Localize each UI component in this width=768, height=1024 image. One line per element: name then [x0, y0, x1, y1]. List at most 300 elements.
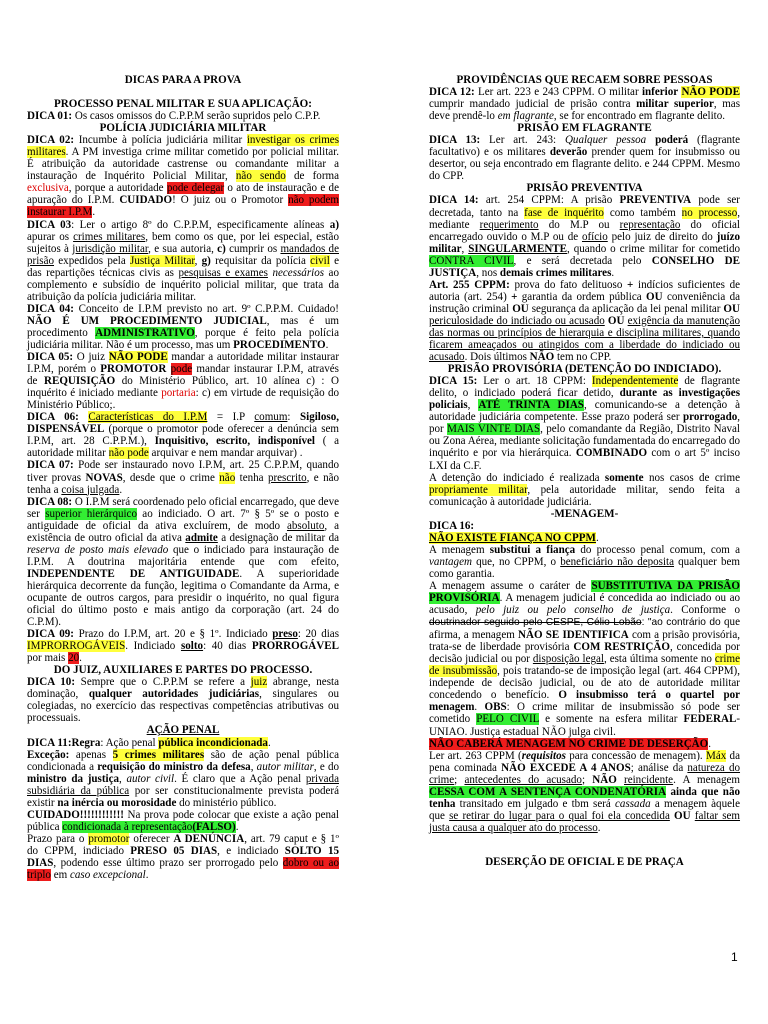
- text-run: , podendo esse último prazo ser prorrogado pelo: [53, 857, 283, 869]
- text-run: [166, 363, 170, 375]
- text-run: A DENÚNCIA: [173, 832, 245, 845]
- text-run: apurar os: [27, 230, 74, 243]
- text-run: DICA 06:: [27, 411, 79, 424]
- text-run: OU: [607, 314, 625, 327]
- text-run: pode: [170, 363, 193, 376]
- text-run: fase de inquérito: [524, 206, 604, 219]
- text-run: OU: [646, 290, 663, 303]
- text-run: (FALSO): [192, 820, 236, 833]
- text-run: requisição do ministro da defesa: [97, 760, 251, 773]
- text-run: Qualquer pessoa: [564, 134, 647, 147]
- text-run: PROCEDIMENTO: [233, 338, 326, 351]
- text-run: DICA 10:: [27, 676, 76, 689]
- text-run: ! O juiz ou o Promotor: [172, 194, 289, 207]
- text-run: 5 crimes militares: [112, 748, 205, 761]
- text-run: : Ação penal: [100, 736, 159, 749]
- paragraph: [429, 472, 740, 508]
- section-heading: [429, 122, 740, 134]
- text-run: prender quem for insubmisso ou desertor, ou seja encontrado em flagrante delito. e 244 CPPM. Mesmo do CPP.: [429, 146, 740, 183]
- text-run: ; análise da: [630, 761, 688, 774]
- text-run: , mas é um procedimento: [27, 314, 339, 339]
- text-run: de flagrante delito, o indiciado poderá ficar detido,: [429, 375, 740, 400]
- text-run: -MENAGEM-: [550, 507, 619, 520]
- text-run: crime de insubmissão: [429, 653, 740, 678]
- text-run: . A PM investiga crime militar cometido por policial militar. É atribuição da autoridade castrense ou comandante militar a instauração de Inquérito Policial Militar,: [27, 146, 339, 183]
- text-run: ATÉ TRINTA DIAS: [478, 399, 584, 412]
- text-run: , mas deve prendê-lo: [429, 98, 740, 123]
- text-run: , e do: [313, 760, 339, 773]
- text-run: privada subsidiária da pública: [27, 772, 339, 797]
- text-run: são de ação penal pública condicionada a: [27, 748, 339, 773]
- text-run: +: [627, 278, 634, 291]
- text-run: como também: [603, 206, 682, 219]
- section-heading: [429, 856, 740, 868]
- text-run: ,: [461, 242, 469, 255]
- paragraph: [27, 496, 339, 629]
- text-run: , se for encontrado em flagrante delito.: [553, 110, 726, 123]
- text-run: que, no CPPM, o: [471, 555, 561, 568]
- text-run: absoluto: [286, 519, 325, 532]
- text-run: reincidente: [624, 773, 674, 786]
- text-run: expedidos pela: [54, 254, 131, 267]
- paragraph: [27, 110, 339, 122]
- text-run: INDEPENDENTE DE ANTIGUIDADE: [27, 567, 240, 580]
- text-run: CONTRA CIVIL: [429, 254, 514, 267]
- text-run: Independentemente: [591, 375, 679, 388]
- text-run: da pena cominada: [429, 749, 740, 774]
- text-run: pública incondicionada: [158, 736, 268, 749]
- text-run: PRISÃO PREVENTIVA: [526, 182, 643, 195]
- section-heading: [27, 74, 339, 86]
- text-run: A detenção do indiciado é realizada: [429, 471, 605, 484]
- text-run: coisa julgada: [61, 483, 120, 496]
- text-run: NÃO EXCEDE A 4 ANOS: [501, 761, 631, 774]
- text-run: DESERÇÃO DE OFICIAL E DE PRAÇA: [485, 855, 684, 868]
- text-run: inferior: [641, 86, 679, 99]
- section-heading: [429, 74, 740, 86]
- text-run: o ato de instauração e de apuração do I.P.M.: [27, 182, 339, 207]
- text-run: c): [217, 242, 226, 255]
- text-run: admite: [185, 531, 218, 544]
- text-run: OU: [723, 302, 740, 315]
- text-run: MAIS VINTE DIAS: [447, 423, 541, 436]
- text-run: , quando o crime militar for cometido: [567, 242, 741, 255]
- text-run: cassada: [615, 797, 651, 810]
- text-run: autor militar: [256, 760, 314, 773]
- text-run: demais crimes militares: [499, 266, 612, 279]
- text-run: antecedentes do acusado: [464, 773, 582, 786]
- text-run: de forma: [285, 170, 340, 183]
- text-run: e somente na esfera militar: [538, 713, 684, 726]
- text-run: : "ao contrário do: [641, 617, 721, 629]
- text-run: Na prova pode colocar que existe a ação penal pública: [27, 808, 339, 833]
- page-number: 1: [731, 950, 738, 964]
- text-run: Exceção:: [27, 748, 70, 761]
- text-run: vantagem: [429, 555, 472, 568]
- text-run: qualquer bem como garantia.: [429, 555, 740, 580]
- text-run: DICA 08:: [27, 495, 73, 508]
- text-run: natureza do crime: [429, 761, 741, 786]
- text-run: , e sua autoria,: [148, 242, 218, 255]
- text-run: pelo juiz ou pelo conselho de justiça: [475, 604, 671, 617]
- text-run: ainda que não tenha: [429, 785, 740, 810]
- paragraph: [429, 738, 740, 750]
- text-run: Sigiloso, DISPENSÁVEL: [27, 411, 339, 436]
- text-run: PROCESSO PENAL MILITAR E SUA APLICAÇÃO:: [54, 98, 312, 111]
- text-run: Justiça Militar: [130, 254, 195, 267]
- text-run: , esta última somente no: [603, 653, 715, 666]
- text-run: . É claro que a Ação penal: [174, 772, 306, 785]
- text-run: . Indiciado: [125, 640, 181, 653]
- text-run: .: [267, 736, 271, 749]
- text-run: NOVAS: [85, 471, 123, 484]
- spacer: [429, 834, 740, 856]
- text-run: PRISÃO PROVISÓRIA (DETENÇÃO DO INDICIADO).: [447, 363, 722, 376]
- text-run: CONSELHO DE JUSTIÇA: [429, 254, 740, 279]
- text-run: .: [474, 701, 485, 714]
- text-run: PRORROGÁVEL: [251, 640, 339, 653]
- text-run: . A menagem: [673, 773, 740, 786]
- text-run: a): [329, 218, 339, 231]
- text-run: g): [201, 254, 211, 267]
- text-run: caso excepcional: [69, 869, 146, 882]
- text-run: , singulares ou colegiadas, no exercício das respectivas competências atributivas ou processuais.: [27, 688, 340, 725]
- text-run: IMPRORROGÁVEIS: [27, 640, 126, 653]
- paragraph: [27, 628, 339, 664]
- text-run: Sempre que o C.P.P.M se refere a: [75, 676, 251, 689]
- text-run: tenha: [235, 471, 268, 484]
- text-run: PRISÃO EM FLAGRANTE: [517, 122, 652, 135]
- paragraph: [27, 809, 339, 833]
- text-run: OU: [512, 302, 529, 315]
- paragraph: [27, 737, 339, 749]
- text-run: representação: [619, 218, 681, 231]
- text-run: .: [708, 737, 712, 750]
- text-run: faltar sem justa causa a qualquer ato do processo: [429, 809, 741, 834]
- text-run: juízo militar: [429, 230, 740, 255]
- text-run: , art. 79 caput e § 1º do CPPM, indiciado: [27, 832, 339, 857]
- text-run: , comunicando-se a detenção à autoridade judiciária competente. Esse prazo poderá ser: [429, 399, 741, 424]
- text-run: (flagrante facultativo) e os militares: [429, 134, 740, 159]
- paragraph: [429, 375, 740, 471]
- text-run: Ler art. 223 e 243 CPPM. O militar: [474, 86, 642, 99]
- text-run: DICAS PARA A PROVA: [124, 74, 242, 86]
- text-run: DICA 07:: [27, 459, 74, 472]
- text-run: NÃO: [592, 773, 617, 786]
- text-run: comum: [254, 411, 288, 424]
- text-run: ao complemento e subsídio de inquérito policial militar, que trata da atribuição da polícia judiciária militar.: [27, 266, 339, 303]
- text-run: mandar a autoridade militar instaurar I.P.M, porém o: [27, 351, 340, 376]
- text-run: ADMINISTRATIVO: [95, 326, 195, 339]
- paragraph: [27, 459, 339, 495]
- left-column: [27, 74, 339, 881]
- text-run: segurança da aplicação da lei penal militar: [528, 302, 724, 315]
- text-run: A menagem: [429, 543, 490, 556]
- paragraph: [429, 86, 740, 122]
- text-run: [79, 411, 89, 423]
- text-run: , pelo comandante da Região, Distrito Naval ou Zona Aérea, mediante solicitação fundamentada do encarregado do inquérito e por via hierárquica.: [429, 423, 740, 460]
- text-run: cumprir mandado judicial de prisão contra: [429, 98, 637, 111]
- paragraph: [27, 676, 339, 724]
- text-run: NÃO: [529, 351, 555, 364]
- section-heading: [429, 182, 740, 194]
- text-run: reserva de posto mais elevado: [27, 543, 169, 556]
- paragraph: [429, 580, 740, 738]
- text-run: [646, 134, 655, 146]
- text-run: A menagem assume o caráter de: [429, 579, 592, 592]
- text-run: , e não tenha a: [27, 471, 340, 496]
- text-run: DICA 05:: [27, 351, 74, 364]
- text-run: e das repartições técnicas civis as: [27, 254, 339, 279]
- text-run: , porque é feito pela polícia judiciária militar. Não é um processo, mas um: [27, 326, 339, 351]
- text-run: doutrinador seguido pelo CESPE, Célio Lobão: [429, 617, 642, 629]
- paragraph: [27, 749, 339, 809]
- text-run: : Ler o artigo 8º do C.P.P.M, especificamente alíneas: [71, 218, 330, 231]
- text-run: Prazo para o: [27, 832, 89, 845]
- text-run: , concedida por decisão judicial ou por: [429, 641, 740, 666]
- text-run: deverão: [549, 146, 588, 159]
- text-run: se retirar do lugar para o qual foi ela concedida: [449, 809, 670, 822]
- text-run: apenas: [69, 748, 113, 761]
- text-run: juiz: [250, 676, 268, 689]
- text-run: = I.P: [207, 411, 255, 424]
- text-run: ;: [454, 773, 465, 786]
- text-run: art. 254 CPPM: A prisão: [478, 194, 620, 207]
- spacer: [27, 86, 339, 98]
- text-run: ;: [581, 773, 593, 786]
- text-run: no processo: [681, 206, 738, 219]
- text-run: O insubmisso terá o quartel por menagem: [429, 689, 741, 714]
- text-run: civil: [310, 254, 330, 267]
- text-run: DICA 09:: [27, 628, 74, 641]
- paragraph: [27, 219, 339, 303]
- text-run: Máx: [706, 749, 727, 762]
- text-run: NÃO PODE: [681, 86, 740, 99]
- text-run: mandar instaurar I.P.M, através de: [27, 363, 339, 388]
- text-run: condicionada à representação: [62, 820, 193, 833]
- paragraph: [27, 351, 339, 411]
- text-run: DICA 16:: [429, 519, 475, 532]
- text-run: propriamente militar: [429, 483, 528, 496]
- text-run: .: [119, 483, 123, 496]
- text-run: 20: [68, 652, 80, 665]
- text-run: AÇÃO PENAL: [146, 724, 220, 737]
- text-run: militar superior: [636, 98, 714, 111]
- text-run: O I.P.M será coordenado pelo oficial encarregado, que deve ser: [27, 495, 339, 520]
- text-run: , por: [429, 411, 740, 436]
- text-run: do ministério público.: [176, 796, 277, 809]
- text-run: superior hierárquico: [45, 507, 137, 520]
- text-run: dobro ou ao triplo: [27, 857, 339, 882]
- text-run: garantia da ordem pública: [517, 290, 646, 303]
- text-run: : O crime militar de insubmissão só pode ser cometido: [429, 701, 740, 726]
- section-heading: [27, 122, 339, 134]
- text-run: portaria: [161, 387, 196, 400]
- text-run: não pode: [108, 447, 149, 460]
- text-run: - UNIAO. Justiça estadual NÃO julga civil.: [429, 713, 741, 738]
- text-run: promotor: [88, 832, 130, 845]
- text-run: não podem instaurar I.P.M: [27, 194, 339, 219]
- text-run: DICA 13:: [429, 134, 481, 147]
- text-run: investigar os crimes militares: [27, 134, 339, 159]
- text-run: Conceito de I.P.M previsto no art. 9º C.P.P.M. Cuidado!: [73, 302, 339, 315]
- text-run: cumprir os: [225, 242, 281, 255]
- text-run: Regra: [71, 736, 101, 749]
- text-run: requerimento: [479, 218, 539, 231]
- text-run: .: [325, 338, 329, 351]
- text-run: beneficiário não deposita: [560, 555, 675, 568]
- text-run: DICA 14:: [429, 194, 479, 207]
- text-run: COM RESTRIÇÃO: [573, 641, 670, 654]
- text-run: preso: [272, 628, 298, 641]
- text-run: prorrogado: [683, 411, 738, 424]
- section-heading: [27, 98, 339, 110]
- text-run: REQUISIÇÃO: [43, 375, 116, 388]
- text-run: ,: [250, 760, 257, 773]
- text-run: SUBSTITUTIVA DA PRISÃO PROVISÓRIA: [429, 579, 741, 605]
- text-run: pode ser decretada, tanto na: [429, 194, 740, 219]
- text-run: qualquer autoridades judiciárias: [88, 688, 260, 701]
- paragraph: [429, 279, 740, 363]
- text-run: , pois tratando-se de imposição legal (art. 464 CPPM), independe de decisão judicial, ou de ato de autoridade militar concedendo o benefício.: [429, 665, 740, 702]
- section-heading: [429, 363, 740, 375]
- text-run: .: [611, 266, 615, 279]
- text-run: Ler o art. 18 CPPM:: [477, 375, 592, 388]
- text-run: prova do fato delituoso: [509, 278, 628, 291]
- text-run: Prazo do I.P.M, art. 20 e § 1º. Indiciado: [73, 628, 273, 641]
- text-run: OU: [674, 809, 691, 822]
- text-run: oferecer: [129, 832, 174, 845]
- text-run: tem no CPP.: [554, 351, 612, 364]
- text-run: . A superioridade hierárquica decorrente da função, legitima o Comandante da Arma, e ocupante de outros cargos, para presidir o inquérito, no qual figura oficial do último posto e mais antigo da corporação (art. 24 do C.P.M).: [27, 567, 339, 629]
- text-run: POLÍCIA JUDICIÁRIA MILITAR: [99, 122, 267, 135]
- text-run: Art. 255 CPPM:: [429, 278, 510, 291]
- text-run: crimes militares: [73, 230, 146, 243]
- text-run: . Conforme o: [670, 604, 740, 617]
- text-run: [617, 774, 624, 786]
- text-run: abrange, nesta dominação,: [27, 676, 339, 701]
- text-run: Características do I.P.M: [88, 411, 208, 424]
- text-run: não: [219, 471, 236, 484]
- text-run: PELO CIVIL: [476, 713, 539, 726]
- text-run: , mediante: [429, 206, 740, 231]
- text-run: jurisdição militar: [72, 242, 149, 255]
- paragraph: [27, 303, 339, 351]
- text-run: mandados de prisão: [27, 242, 339, 267]
- text-run: , nos: [476, 266, 500, 279]
- text-run: por ser constitucionalmente prevista poderá existir: [27, 784, 340, 809]
- text-run: prescrito: [267, 471, 307, 484]
- text-run: PRESO 05 DIAS: [130, 844, 218, 857]
- text-run: requisitar da polícia: [210, 254, 311, 267]
- text-run: OBS: [484, 701, 507, 714]
- text-run: transitado em julgado e tbm será: [455, 797, 616, 810]
- text-run: (porque o promotor pode oferecer a denúncia sem I.P.M, art. 28 C.P.P.M.),: [27, 423, 339, 448]
- text-run: do processo penal comum, com a: [575, 543, 740, 556]
- text-run: do Ministério Público, art. 10 alínea c) : O inquérito é iniciado mediante: [27, 375, 339, 400]
- text-run: indícios suficientes de autoria (art. 254): [429, 278, 740, 303]
- text-run: Os casos omissos do C.P.P.M serão supridos pelo C.P.P.: [72, 110, 321, 123]
- text-run: pelo juiz de direito do: [607, 230, 717, 243]
- text-run: : c) em virtude de requisição do Ministério Público;.: [27, 387, 339, 412]
- text-run: requisitos: [521, 749, 566, 762]
- text-run: substitui a fiança: [489, 543, 576, 556]
- text-run: conveniência da instrução criminal: [429, 290, 741, 315]
- text-run: ,: [467, 399, 479, 412]
- text-run: ,: [194, 254, 202, 267]
- text-run: não sendo: [235, 170, 286, 183]
- right-column: [429, 74, 740, 868]
- text-run: , e será decretada pelo: [513, 254, 652, 267]
- text-run: nos casos de crime: [643, 471, 740, 484]
- text-run: .: [145, 869, 149, 882]
- text-run: . A menagem judicial é concedida ao indiciado ou ao acusado,: [429, 592, 740, 617]
- paragraph: [429, 520, 740, 532]
- paragraph: [429, 750, 740, 834]
- text-run: :: [287, 411, 300, 424]
- text-run: para concessão de menagem).: [565, 749, 706, 762]
- section-heading: [27, 664, 339, 676]
- text-run: a menagem àquele que: [429, 797, 740, 822]
- text-run: , porque a autoridade: [68, 182, 167, 195]
- text-run: . Dois últimos: [464, 351, 530, 364]
- text-run: .: [79, 652, 82, 665]
- paragraph: [429, 194, 740, 278]
- text-run: Pode ser instaurado novo I.P.M, art. 25 C.P.P.M, quando tiver provas: [27, 459, 339, 484]
- text-run: do oficial encarregado ouvido o M.P ou de: [429, 218, 740, 243]
- text-run: DICA 11:: [27, 736, 72, 749]
- text-run: arquivar e nem mandar arquivar) .: [148, 447, 303, 460]
- text-run: por mais: [27, 652, 69, 665]
- text-run: com o art 5º inciso LXI da C.F.: [429, 447, 740, 472]
- text-run: CUIDADO!!!!!!!!!!!!: [27, 808, 124, 821]
- text-run: necessários: [272, 266, 325, 279]
- text-run: pode delegar: [166, 182, 225, 195]
- text-run: PREVENTIVA: [619, 194, 692, 207]
- text-run: exclusiva: [27, 182, 69, 195]
- text-run: ministro da justiça: [27, 772, 119, 785]
- text-run: em flagrante: [497, 110, 554, 123]
- text-run: a designação de militar da: [217, 531, 340, 544]
- text-run: DICA 15:: [429, 375, 478, 388]
- text-run: autor civil: [126, 772, 175, 785]
- text-run: .: [597, 821, 601, 834]
- text-run: periculosidade do indiciado ou acusado: [429, 314, 605, 327]
- text-run: do M.P ou: [538, 218, 620, 231]
- text-run: ofício: [581, 230, 608, 243]
- paragraph: [27, 411, 339, 459]
- text-run: DICA 03: [27, 218, 72, 231]
- text-run: DICA 02:: [27, 134, 75, 147]
- text-run: Ler art. 263 CPPM (: [429, 749, 522, 762]
- text-run: pesquisas e exames: [178, 266, 268, 279]
- text-run: DICA 01:: [27, 110, 73, 123]
- text-run: NÃO É UM PROCEDIMENTO JUDICIAL: [27, 314, 267, 327]
- text-run: NÃO EXISTE FIANÇA NO CPPM: [429, 531, 596, 544]
- text-run: SOLTO 15 DIAS: [27, 844, 339, 869]
- text-run: COMBINADO: [575, 447, 648, 460]
- text-run: exigência da manutenção das normas ou princípios de hierarquia e disciplina militares, quando ficarem ameaçados ou atingidos com a liberdade do indiciado ou acusado: [429, 314, 740, 364]
- text-run: na inércia ou morosidade: [57, 796, 177, 809]
- text-run: , e indiciado: [217, 844, 285, 857]
- text-run: , pela autoridade militar, sendo feita a comunicação à autoridade judiciária.: [429, 483, 741, 508]
- text-run: durante as investigações policiais: [429, 387, 740, 412]
- text-run: .: [235, 820, 239, 833]
- text-run: NÃO SE IDENTIFICA: [518, 629, 629, 642]
- text-run: +: [511, 290, 518, 303]
- text-run: PROMOTOR: [100, 363, 167, 376]
- text-run: FEDERAL: [683, 713, 737, 726]
